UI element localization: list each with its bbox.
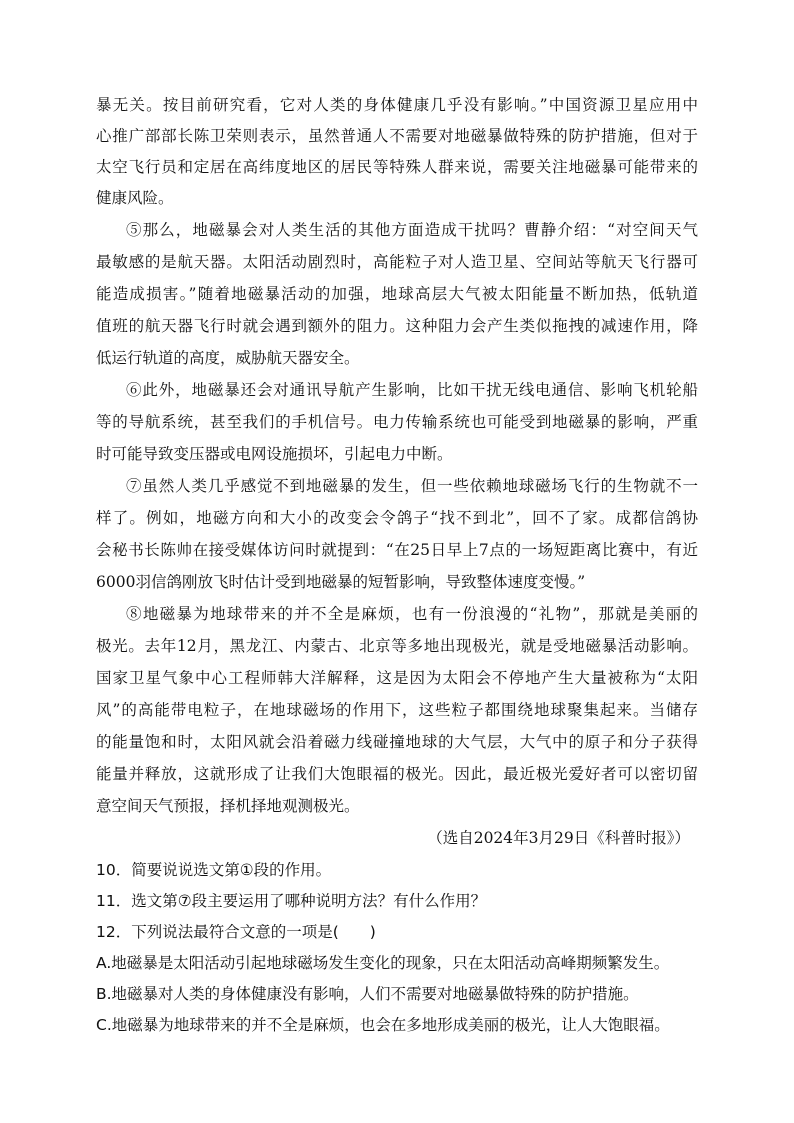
question-12-option-a: A.地磁暴是太阳活动引起地球磁场发生变化的现象，只在太阳活动高峰期频繁发生。: [96, 954, 670, 972]
paragraph-8-line-7: 意空间天气预报，择机择地观测极光。: [96, 797, 360, 815]
paragraph-8-line-2: 极光。去年12月，黑龙江、内蒙古、北京等多地出现极光，就是受地磁暴活动影响。: [96, 637, 698, 655]
paragraph-8-line-1: ⑧地磁暴为地球带来的并不全是麻烦，也有一份浪漫的“礼物”，那就是美丽的: [126, 605, 698, 623]
paragraph-6-line-2: 等的导航系统，甚至我们的手机信号。电力传输系统也可能受到地磁暴的影响，严重: [96, 413, 698, 431]
paragraph-7-line-1: ⑦虽然人类几乎感觉不到地磁暴的发生，但一些依赖地球磁场飞行的生物就不一: [126, 477, 698, 495]
paragraph-5-line-2: 最敏感的是航天器。太阳活动剧烈时，高能粒子对人造卫星、空间站等航天飞行器可: [96, 253, 698, 271]
question-11: 11．选文第⑦段主要运用了哪种说明方法？有什么作用？: [96, 892, 487, 910]
paragraph-7-line-4: 6000羽信鸽刚放飞时估计受到地磁暴的短暂影响，导致整体速度变慢。”: [96, 573, 586, 591]
question-12-option-b: B.地磁暴对人类的身体健康没有影响，人们不需要对地磁暴做特殊的防护措施。: [96, 985, 639, 1003]
paragraph-6-line-1: ⑥此外，地磁暴还会对通讯导航产生影响，比如干扰无线电通信、影响飞机轮船: [126, 381, 698, 399]
question-12: 12．下列说法最符合文意的一项是( ): [96, 923, 376, 941]
paragraph-7-line-2: 样了。例如，地磁方向和大小的改变会令鸽子“找不到北”，回不了家。成都信鸽协: [96, 509, 698, 527]
paragraph-4-line-1: 暴无关。按目前研究看，它对人类的身体健康几乎没有影响。”中国资源卫星应用中: [96, 96, 698, 114]
question-10: 10．简要说说选文第①段的作用。: [96, 861, 332, 879]
paragraph-8-line-3: 国家卫星气象中心工程师韩大洋解释，这是因为太阳会不停地产生大量被称为“太阳: [96, 669, 698, 687]
paragraph-7-line-3: 会秘书长陈帅在接受媒体访问时就提到：“在25日早上7点的一场短距离比赛中，有近: [96, 541, 698, 559]
paragraph-5-line-4: 值班的航天器飞行时就会遇到额外的阻力。这种阻力会产生类似拖拽的减速作用，降: [96, 317, 698, 335]
paragraph-5-line-1: ⑤那么，地磁暴会对人类生活的其他方面造成干扰吗？曹静介绍：“对空间天气: [126, 221, 698, 239]
paragraph-4-line-3: 太空飞行员和定居在高纬度地区的居民等特殊人群来说，需要关注地磁暴可能带来的: [96, 158, 698, 176]
paragraph-5-line-5: 低运行轨道的高度，威胁航天器安全。: [96, 349, 360, 367]
paragraph-8-line-5: 的能量饱和时，太阳风就会沿着磁力线碰撞地球的大气层，大气中的原子和分子获得: [96, 733, 698, 751]
source-citation: （选自2024年3月29日《科普时报》）: [427, 829, 690, 847]
paragraph-6-line-3: 时可能导致变压器或电网设施损坏，引起电力中断。: [96, 445, 453, 463]
paragraph-8-line-4: 风”的高能带电粒子，在地球磁场的作用下，这些粒子都围绕地球聚集起来。当储存: [96, 701, 698, 719]
paragraph-4-line-2: 心推广部部长陈卫荣则表示，虽然普通人不需要对地磁暴做特殊的防护措施，但对于: [96, 127, 698, 145]
question-12-option-c: C.地磁暴为地球带来的并不全是麻烦，也会在多地形成美丽的极光，让人大饱眼福。: [96, 1016, 670, 1034]
paragraph-8-line-6: 能量并释放，这就形成了让我们大饱眼福的极光。因此，最近极光爱好者可以密切留: [96, 765, 698, 783]
paragraph-5-line-3: 能造成损害。”随着地磁暴活动的加强，地球高层大气被太阳能量不断加热，低轨道: [96, 285, 698, 303]
paragraph-4-line-4: 健康风险。: [96, 189, 174, 207]
